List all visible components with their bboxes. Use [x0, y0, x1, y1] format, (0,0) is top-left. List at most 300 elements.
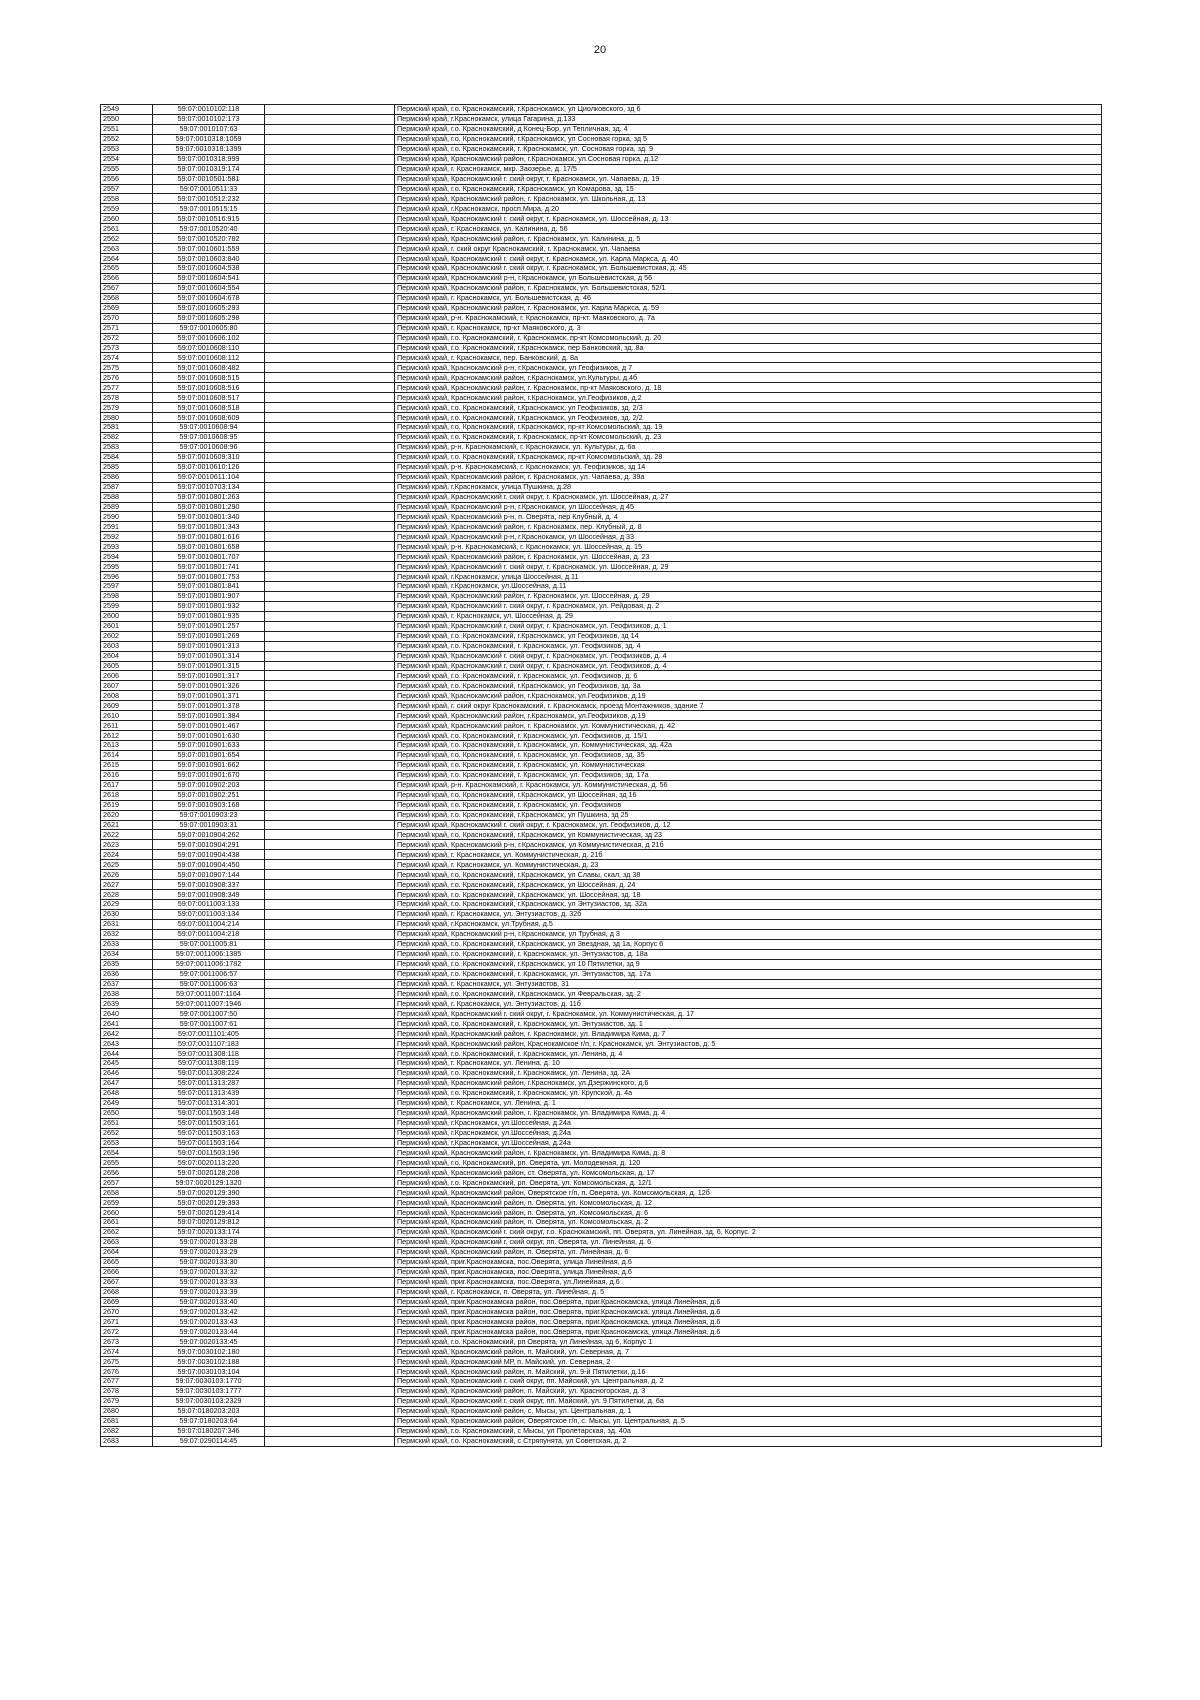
- table-row: [101, 522, 1102, 532]
- row-number: 2597: [101, 582, 153, 592]
- address: Пермский край, г.о. Краснокамский, г. Краснокамск, ул. Энтузиастов, зд. 17а: [395, 969, 1102, 979]
- table-row: [101, 303, 1102, 313]
- table-row: [101, 611, 1102, 621]
- cadastral-number: 59:07:0010801:932: [153, 601, 265, 611]
- row-number: 2672: [101, 1327, 153, 1337]
- row-number: 2551: [101, 124, 153, 134]
- table-row: [101, 721, 1102, 731]
- row-number: 2657: [101, 1178, 153, 1188]
- cadastral-number: 59:07:0011503:164: [153, 1138, 265, 1148]
- address: Пермский край, Краснокамский г. ский округ, пп. Майский, ул. 9 Пятилетки, д. 6а: [395, 1396, 1102, 1406]
- table-row: [101, 144, 1102, 154]
- empty-cell: [265, 939, 395, 949]
- empty-cell: [265, 582, 395, 592]
- empty-cell: [265, 760, 395, 770]
- cadastral-number: 59:07:0011308:119: [153, 1059, 265, 1069]
- address: Пермский край, Краснокамский р-н, г.Краснокамск, ул Геофизиков, д 7: [395, 363, 1102, 373]
- table-row: [101, 790, 1102, 800]
- address: Пермский край, г.о. Краснокамский, г. Краснокамск, ул. Сосновая горка, зд. 9: [395, 144, 1102, 154]
- cadastral-number: 59:07:0010608:609: [153, 413, 265, 423]
- cadastral-number: 59:07:0010801:935: [153, 611, 265, 621]
- cadastral-number: 59:07:0010501:581: [153, 174, 265, 184]
- table-row: [101, 890, 1102, 900]
- table-row: [101, 194, 1102, 204]
- cadastral-number: 59:07:0011503:161: [153, 1118, 265, 1128]
- cadastral-number: 59:07:0010604:541: [153, 273, 265, 283]
- empty-cell: [265, 1416, 395, 1426]
- row-number: 2602: [101, 631, 153, 641]
- cadastral-number: 59:07:0010801:658: [153, 542, 265, 552]
- cadastral-number: 59:07:0011006:1385: [153, 949, 265, 959]
- row-number: 2664: [101, 1247, 153, 1257]
- address: Пермский край, Краснокамский г. ский округ, г. Краснокамск, ул. Чапаева, д. 19: [395, 174, 1102, 184]
- address: Пермский край, г. Краснокамск, ул. Большевистская, д. 46: [395, 293, 1102, 303]
- empty-cell: [265, 850, 395, 860]
- row-number: 2582: [101, 432, 153, 442]
- table-row: [101, 979, 1102, 989]
- table-row: [101, 731, 1102, 741]
- address: Пермский край, г. Краснокамск, п. Оверята, ул. Линейная, д. 5: [395, 1287, 1102, 1297]
- address: Пермский край, Краснокамский район, г. Краснокамск, ул. Шоссейная, д. 23: [395, 552, 1102, 562]
- empty-cell: [265, 1009, 395, 1019]
- cadastral-number: 59:07:0010801:290: [153, 502, 265, 512]
- table-row: [101, 572, 1102, 582]
- row-number: 2570: [101, 313, 153, 323]
- address: Пермский край, Краснокамский район, п. Майский, ул. Красногорская, д. 3: [395, 1386, 1102, 1396]
- cadastral-number: 59:07:0010511:33: [153, 184, 265, 194]
- cadastral-number: 59:07:0011308:118: [153, 1049, 265, 1059]
- cadastral-number: 59:07:0180203:64: [153, 1416, 265, 1426]
- empty-cell: [265, 770, 395, 780]
- row-number: 2647: [101, 1078, 153, 1088]
- table-row: [101, 413, 1102, 423]
- row-number: 2624: [101, 850, 153, 860]
- empty-cell: [265, 442, 395, 452]
- empty-cell: [265, 502, 395, 512]
- address: Пермский край, Краснокамский г. ский округ, г. Краснокамск, ул. Геофизиков, д. 12: [395, 820, 1102, 830]
- cadastral-number: 59:07:0010901:257: [153, 621, 265, 631]
- empty-cell: [265, 373, 395, 383]
- row-number: 2574: [101, 353, 153, 363]
- address: Пермский край, г.Краснокамск, ул.Шоссейная, д.11: [395, 582, 1102, 592]
- empty-cell: [265, 383, 395, 393]
- empty-cell: [265, 671, 395, 681]
- table-row: [101, 1406, 1102, 1416]
- table-row: [101, 105, 1102, 115]
- row-number: 2553: [101, 144, 153, 154]
- empty-cell: [265, 721, 395, 731]
- cadastral-number: 59:07:0010604:678: [153, 293, 265, 303]
- registry-table-container: [100, 104, 1101, 1447]
- row-number: 2567: [101, 283, 153, 293]
- cadastral-number: 59:07:0010901:269: [153, 631, 265, 641]
- row-number: 2566: [101, 273, 153, 283]
- empty-cell: [265, 651, 395, 661]
- row-number: 2658: [101, 1188, 153, 1198]
- address: Пермский край, приг.Краснокамска, пос.Оверята, ул.Линейная, д.6: [395, 1277, 1102, 1287]
- address: Пермский край, г.о. Краснокамский, г.Краснокамск, ул Комарова, зд. 15: [395, 184, 1102, 194]
- address: Пермский край, г.о. Краснокамский, г. Краснокамск, ул. Геофизиков, зд. 35: [395, 750, 1102, 760]
- row-number: 2628: [101, 890, 153, 900]
- address: Пермский край, г. Краснокамск, ул. Ленина, д. 1: [395, 1098, 1102, 1108]
- table-row: [101, 552, 1102, 562]
- table-row: [101, 403, 1102, 413]
- cadastral-number: 59:07:0010318:1399: [153, 144, 265, 154]
- row-number: 2599: [101, 601, 153, 611]
- address: Пермский край, г.о. Краснокамский, г. Краснокамск, ул. Крупской, д. 4а: [395, 1088, 1102, 1098]
- address: Пермский край, Краснокамский район, г.Краснокамск, ул.Дзержинского, д.6: [395, 1078, 1102, 1088]
- cadastral-number: 59:07:0010801:741: [153, 562, 265, 572]
- address: Пермский край, г.о. Краснокамский, г. Краснокамск, пр-кт Комсомольский, д. 20: [395, 333, 1102, 343]
- row-number: 2643: [101, 1039, 153, 1049]
- address: Пермский край, г.о. Краснокамский, г.Краснокамск, ул. Шоссейная, зд. 18: [395, 890, 1102, 900]
- cadastral-number: 59:07:0030102:188: [153, 1357, 265, 1367]
- table-row: [101, 214, 1102, 224]
- table-row: [101, 1396, 1102, 1406]
- row-number: 2671: [101, 1317, 153, 1327]
- empty-cell: [265, 552, 395, 562]
- empty-cell: [265, 1347, 395, 1357]
- cadastral-number: 59:07:0011007:1164: [153, 989, 265, 999]
- table-row: [101, 1108, 1102, 1118]
- cadastral-number: 59:07:0020133:174: [153, 1227, 265, 1237]
- address: Пермский край, г.о. Краснокамский, г. Краснокамск, ул. Энтузиастов, зд. 1: [395, 1019, 1102, 1029]
- address: Пермский край, Краснокамский район, г. Краснокамск, ул. Большевистская, 52/1: [395, 283, 1102, 293]
- empty-cell: [265, 174, 395, 184]
- empty-cell: [265, 1208, 395, 1218]
- table-row: [101, 283, 1102, 293]
- table-row: [101, 939, 1102, 949]
- empty-cell: [265, 1198, 395, 1208]
- table-row: [101, 1188, 1102, 1198]
- row-number: 2650: [101, 1108, 153, 1118]
- address: Пермский край, г.о. Краснокамский, г. Краснокамск, ул. Ленина, д. 4: [395, 1049, 1102, 1059]
- address: Пермский край, Краснокамский район, п. Оверята, ул. Линейная, д. 6: [395, 1247, 1102, 1257]
- cadastral-number: 59:07:0010608:94: [153, 423, 265, 433]
- empty-cell: [265, 512, 395, 522]
- row-number: 2641: [101, 1019, 153, 1029]
- address: Пермский край, Краснокамский р-н, г.Краснокамск, ул Шоссейная, д 33: [395, 532, 1102, 542]
- row-number: 2656: [101, 1168, 153, 1178]
- row-number: 2550: [101, 114, 153, 124]
- cadastral-number: 59:07:0010901:654: [153, 750, 265, 760]
- row-number: 2620: [101, 810, 153, 820]
- address: Пермский край, г.о. Краснокамский, г. Краснокамск, ул. Коммунистическая: [395, 760, 1102, 770]
- row-number: 2615: [101, 760, 153, 770]
- address: Пермский край, г.о. Краснокамский, г.Краснокамск, ул Геофизиков, зд. 2/3: [395, 403, 1102, 413]
- table-row: [101, 1287, 1102, 1297]
- cadastral-number: 59:07:0010608:482: [153, 363, 265, 373]
- address: Пермский край, Краснокамский район, г.Краснокамск, ул.Сосновая горка, д.12: [395, 154, 1102, 164]
- empty-cell: [265, 1039, 395, 1049]
- row-number: 2590: [101, 512, 153, 522]
- address: Пермский край, г.о. Краснокамский, г.Краснокамск, пер Банковский, зд. 8а: [395, 343, 1102, 353]
- table-row: [101, 1267, 1102, 1277]
- table-row: [101, 333, 1102, 343]
- cadastral-number: 59:07:0010904:450: [153, 860, 265, 870]
- table-row: [101, 254, 1102, 264]
- empty-cell: [265, 413, 395, 423]
- table-row: [101, 1198, 1102, 1208]
- cadastral-number: 59:07:0010901:467: [153, 721, 265, 731]
- empty-cell: [265, 303, 395, 313]
- empty-cell: [265, 870, 395, 880]
- table-row: [101, 661, 1102, 671]
- empty-cell: [265, 1287, 395, 1297]
- page-number: 20: [593, 44, 607, 56]
- address: Пермский край, Краснокамский район, г.Краснокамск, ул.Геофизиков, д.19: [395, 691, 1102, 701]
- cadastral-number: 59:07:0030103:104: [153, 1367, 265, 1377]
- empty-cell: [265, 273, 395, 283]
- address: Пермский край, г. Краснокамск, пер. Банковский, д. 8а: [395, 353, 1102, 363]
- table-row: [101, 880, 1102, 890]
- address: Пермский край, г. Краснокамск, пр-кт Маяковского, д. 3: [395, 323, 1102, 333]
- empty-cell: [265, 522, 395, 532]
- empty-cell: [265, 591, 395, 601]
- cadastral-number: 59:07:0010801:707: [153, 552, 265, 562]
- empty-cell: [265, 1436, 395, 1446]
- address: Пермский край, Краснокамский район, г. Краснокамск, ул. Чапаева, д. 39а: [395, 472, 1102, 482]
- address: Пермский край, г. Краснокамск, ул. Энтузиастов, д. 11б: [395, 999, 1102, 1009]
- table-row: [101, 959, 1102, 969]
- address: Пермский край, Краснокамский район, г. Краснокамск, ул. Коммунистическая, д. 42: [395, 721, 1102, 731]
- empty-cell: [265, 572, 395, 582]
- table-row: [101, 741, 1102, 751]
- table-row: [101, 1029, 1102, 1039]
- address: Пермский край, г.о. Краснокамский, г.Краснокамск, ул Коммунистическая, зд 23: [395, 830, 1102, 840]
- empty-cell: [265, 949, 395, 959]
- empty-cell: [265, 1138, 395, 1148]
- row-number: 2614: [101, 750, 153, 760]
- empty-cell: [265, 224, 395, 234]
- table-row: [101, 423, 1102, 433]
- cadastral-number: 59:07:0030103:2329: [153, 1396, 265, 1406]
- table-row: [101, 601, 1102, 611]
- row-number: 2645: [101, 1059, 153, 1069]
- table-row: [101, 383, 1102, 393]
- table-row: [101, 750, 1102, 760]
- row-number: 2600: [101, 611, 153, 621]
- row-number: 2653: [101, 1138, 153, 1148]
- address: Пермский край, Краснокамский г. ский округ, г. Краснокамск, ул. Карла Маркса, д. 40: [395, 254, 1102, 264]
- address: Пермский край, г. Краснокамск, ул. Ленина, д. 10: [395, 1059, 1102, 1069]
- cadastral-number: 59:07:0010908:337: [153, 880, 265, 890]
- table-row: [101, 1257, 1102, 1267]
- cadastral-number: 59:07:0010801:907: [153, 591, 265, 601]
- empty-cell: [265, 393, 395, 403]
- empty-cell: [265, 929, 395, 939]
- table-row: [101, 1426, 1102, 1436]
- address: Пермский край, г. Краснокамск, ул. Энтузиастов, д. 32б: [395, 909, 1102, 919]
- table-row: [101, 701, 1102, 711]
- cadastral-number: 59:07:0010901:317: [153, 671, 265, 681]
- table-row: [101, 502, 1102, 512]
- row-number: 2609: [101, 701, 153, 711]
- address: Пермский край, Краснокамский район, г. Краснокамск, ул. Владимира Кима, д. 8: [395, 1148, 1102, 1158]
- table-row: [101, 264, 1102, 274]
- table-row: [101, 1317, 1102, 1327]
- empty-cell: [265, 254, 395, 264]
- row-number: 2611: [101, 721, 153, 731]
- cadastral-number: 59:07:0011107:183: [153, 1039, 265, 1049]
- cadastral-number: 59:07:0010903:168: [153, 800, 265, 810]
- address: Пермский край, г.о. Краснокамский, рп. Оверята, ул. Комсомольская, д. 12/1: [395, 1178, 1102, 1188]
- row-number: 2585: [101, 462, 153, 472]
- cadastral-number: 59:07:0010901:630: [153, 731, 265, 741]
- cadastral-number: 59:07:0010605:293: [153, 303, 265, 313]
- empty-cell: [265, 1357, 395, 1367]
- address: Пермский край, Краснокамский район, г. Краснокамск, ул. Школьная, д. 13: [395, 194, 1102, 204]
- table-row: [101, 1128, 1102, 1138]
- address: Пермский край, г.о. Краснокамский, г.Краснокамск, ул Шоссейная, зд 16: [395, 790, 1102, 800]
- table-row: [101, 1168, 1102, 1178]
- empty-cell: [265, 1049, 395, 1059]
- row-number: 2563: [101, 244, 153, 254]
- empty-cell: [265, 1019, 395, 1029]
- address: Пермский край, Краснокамский г. ский округ, г. Краснокамск, ул. Большевистская, д. 45: [395, 264, 1102, 274]
- address: Пермский край, Краснокамский г. ский округ, г. Краснокамск, ул. Рейдовая, д. 2: [395, 601, 1102, 611]
- table-row: [101, 681, 1102, 691]
- table-row: [101, 621, 1102, 631]
- address: Пермский край, г.о. Краснокамский, г.Краснокамск, ул Циолковского, зд 6: [395, 105, 1102, 115]
- cadastral-number: 59:07:0020133:32: [153, 1267, 265, 1277]
- table-row: [101, 1218, 1102, 1228]
- address: Пермский край, г.о. Краснокамский, г. Краснокамск, ул. Геофизиков, д. 6: [395, 671, 1102, 681]
- cadastral-number: 59:07:0010608:110: [153, 343, 265, 353]
- table-row: [101, 800, 1102, 810]
- row-number: 2580: [101, 413, 153, 423]
- row-number: 2678: [101, 1386, 153, 1396]
- row-number: 2549: [101, 105, 153, 115]
- address: Пермский край, Краснокамский район, Оверятское г/п, с. Мысы, ул. Центральная, д. 5: [395, 1416, 1102, 1426]
- address: Пермский край, р-н. Краснокамский, г. Краснокамск, ул. Шоссейная, д. 15: [395, 542, 1102, 552]
- row-number: 2589: [101, 502, 153, 512]
- empty-cell: [265, 105, 395, 115]
- address: Пермский край, приг.Краснокамска район, пос.Оверята, приг.Краснокамска, улица Линейная, д.6: [395, 1327, 1102, 1337]
- cadastral-number: 59:07:0011006:63: [153, 979, 265, 989]
- row-number: 2665: [101, 1257, 153, 1267]
- address: Пермский край, г.о. Краснокамский, г. Краснокамск, ул. Ленина, зд. 2А: [395, 1068, 1102, 1078]
- table-row: [101, 1009, 1102, 1019]
- cadastral-number: 59:07:0011005:81: [153, 939, 265, 949]
- row-number: 2663: [101, 1237, 153, 1247]
- table-row: [101, 770, 1102, 780]
- row-number: 2610: [101, 711, 153, 721]
- empty-cell: [265, 1277, 395, 1287]
- table-row: [101, 1327, 1102, 1337]
- empty-cell: [265, 264, 395, 274]
- empty-cell: [265, 343, 395, 353]
- cadastral-number: 59:07:0010610:126: [153, 462, 265, 472]
- empty-cell: [265, 701, 395, 711]
- cadastral-number: 59:07:0010611:104: [153, 472, 265, 482]
- empty-cell: [265, 969, 395, 979]
- cadastral-number: 59:07:0010520:40: [153, 224, 265, 234]
- row-number: 2556: [101, 174, 153, 184]
- empty-cell: [265, 731, 395, 741]
- row-number: 2557: [101, 184, 153, 194]
- empty-cell: [265, 601, 395, 611]
- table-row: [101, 1068, 1102, 1078]
- row-number: 2569: [101, 303, 153, 313]
- address: Пермский край, г.Краснокамск, улица Шоссейная, д.11: [395, 572, 1102, 582]
- address: Пермский край, г.о. Краснокамский, г. Краснокамск, ул. Геофизиков, зд. 17а: [395, 770, 1102, 780]
- address: Пермский край, г.о. Краснокамский, г.Краснокамск, ул Геофизиков, зд. 3а: [395, 681, 1102, 691]
- empty-cell: [265, 1247, 395, 1257]
- row-number: 2681: [101, 1416, 153, 1426]
- empty-cell: [265, 830, 395, 840]
- cadastral-number: 59:07:0180207:346: [153, 1426, 265, 1436]
- empty-cell: [265, 154, 395, 164]
- cadastral-number: 59:07:0011503:148: [153, 1108, 265, 1118]
- table-row: [101, 1237, 1102, 1247]
- address: Пермский край, г. Краснокамск, ул. Энтузиастов, 31: [395, 979, 1102, 989]
- table-row: [101, 1138, 1102, 1148]
- address: Пермский край, г.о. Краснокамский, д Конец-Бор, ул Тепличная, зд. 4: [395, 124, 1102, 134]
- address: Пермский край, Краснокамский г. ский округ, г. Краснокамск, ул. Коммунистическая, д. 17: [395, 1009, 1102, 1019]
- address: Пермский край, Краснокамский район, п. Майский, ул. 9-й Пятилетки, д.16: [395, 1367, 1102, 1377]
- empty-cell: [265, 800, 395, 810]
- row-number: 2669: [101, 1297, 153, 1307]
- cadastral-number: 59:07:0010901:633: [153, 741, 265, 751]
- empty-cell: [265, 1098, 395, 1108]
- empty-cell: [265, 1227, 395, 1237]
- row-number: 2583: [101, 442, 153, 452]
- address: Пермский край, Краснокамский г. ский округ, г. Краснокамск, ул. Геофизиков, д. 1: [395, 621, 1102, 631]
- empty-cell: [265, 194, 395, 204]
- empty-cell: [265, 1029, 395, 1039]
- row-number: 2659: [101, 1198, 153, 1208]
- address: Пермский край, г.о. Краснокамский, г. Краснокамск, ул. Геофизиков, зд. 4: [395, 641, 1102, 651]
- address: Пермский край, г.о. Краснокамский, г. Краснокамск, пр-кт Комсомольский, д. 23: [395, 432, 1102, 442]
- cadastral-number: 59:07:0010608:95: [153, 432, 265, 442]
- table-row: [101, 1148, 1102, 1158]
- address: Пермский край, Краснокамский р-н, г.Краснокамск, ул Трубная, д 3: [395, 929, 1102, 939]
- row-number: 2564: [101, 254, 153, 264]
- address: Пермский край, Краснокамский р-н, г.Краснокамск, ул Шоссейная, д 45: [395, 502, 1102, 512]
- row-number: 2573: [101, 343, 153, 353]
- table-row: [101, 1178, 1102, 1188]
- empty-cell: [265, 234, 395, 244]
- cadastral-number: 59:07:0290114:45: [153, 1436, 265, 1446]
- address: Пермский край, г.о. Краснокамский, г.Краснокамск, пр-кт Комсомольский, зд. 19: [395, 423, 1102, 433]
- empty-cell: [265, 472, 395, 482]
- address: Пермский край, г.о. Краснокамский, г.Краснокамск, ул Февральская, зд. 2: [395, 989, 1102, 999]
- cadastral-number: 59:07:0010902:203: [153, 780, 265, 790]
- cadastral-number: 59:07:0011503:163: [153, 1128, 265, 1138]
- row-number: 2625: [101, 860, 153, 870]
- address: Пермский край, г.о. Краснокамский, г.Краснокамск, ул Геофизиков, зд 14: [395, 631, 1102, 641]
- row-number: 2644: [101, 1049, 153, 1059]
- address: Пермский край, Краснокамский г. ский округ, г.о. Краснокамский, пп. Оверята, ул. Линейная, зд. 6, Корпус. 2: [395, 1227, 1102, 1237]
- cadastral-number: 59:07:0011007:1946: [153, 999, 265, 1009]
- address: Пермский край, Краснокамский МР, п. Майский, ул. Северная, 2: [395, 1357, 1102, 1367]
- empty-cell: [265, 750, 395, 760]
- table-row: [101, 969, 1102, 979]
- empty-cell: [265, 532, 395, 542]
- table-row: [101, 164, 1102, 174]
- address: Пермский край, приг.Краснокамска, пос.Оверята, улица Линейная, д.6: [395, 1257, 1102, 1267]
- cadastral-number: 59:07:0010904:291: [153, 840, 265, 850]
- table-row: [101, 651, 1102, 661]
- table-row: [101, 760, 1102, 770]
- table-row: [101, 1078, 1102, 1088]
- row-number: 2674: [101, 1347, 153, 1357]
- cadastral-number: 59:07:0020129:390: [153, 1188, 265, 1198]
- row-number: 2649: [101, 1098, 153, 1108]
- row-number: 2587: [101, 482, 153, 492]
- empty-cell: [265, 919, 395, 929]
